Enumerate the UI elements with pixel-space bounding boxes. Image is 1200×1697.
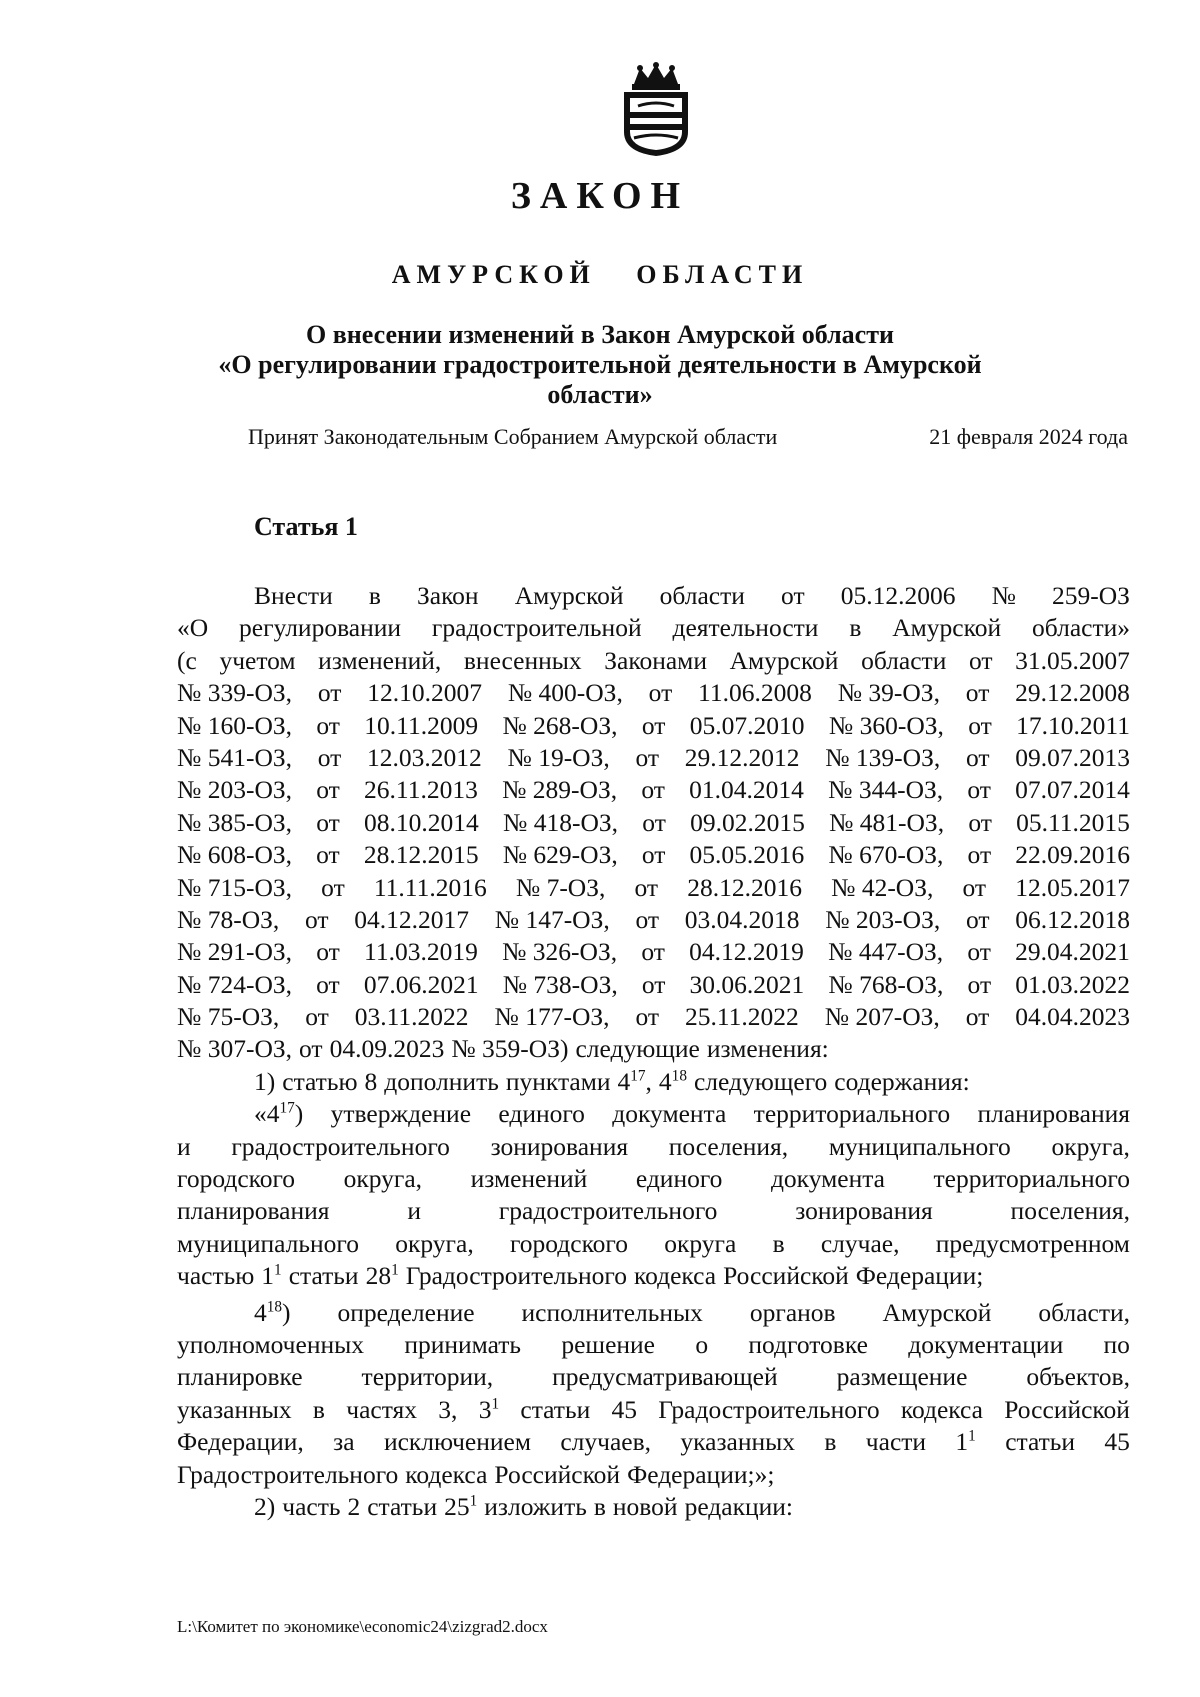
body-word: 04.12.2017 [354, 904, 470, 934]
body-word: 45 [611, 1394, 638, 1424]
body-word: от [781, 581, 805, 610]
body-word: 29.12.2012 [684, 742, 800, 772]
body-word: внесенных [463, 645, 582, 675]
body-word: 17.10.2011 [1016, 710, 1130, 740]
body-word: градостроительного [498, 1196, 718, 1226]
body-word: области, [1038, 1297, 1130, 1327]
body-line [177, 904, 1130, 936]
body-word: 12.03.2012 [367, 742, 482, 772]
body-word: № 307-ОЗ, [177, 1034, 293, 1064]
body-word: от [635, 1002, 660, 1032]
body-word: округа, [343, 1164, 423, 1194]
body-word: в [312, 1394, 325, 1424]
body-word: 25.11.2022 [684, 1002, 799, 1032]
body-word: № 339-ОЗ, [177, 678, 293, 708]
body-word: статьи [288, 1261, 359, 1291]
body-word: 10.11.2009 [364, 710, 479, 740]
body-word: документа [612, 1099, 727, 1129]
body-line [177, 774, 1130, 806]
body-word: Градостроительного [658, 1394, 880, 1424]
body-word: территориального [753, 1099, 951, 1129]
body-word: № 629-ОЗ, [502, 840, 618, 870]
body-word: $25^1$ [444, 1491, 478, 1521]
body-line [177, 1260, 1130, 1292]
body-word: от [968, 807, 992, 837]
body-word: 11.06.2008 [698, 678, 812, 708]
body-word: Федерации, [177, 1427, 304, 1457]
body-word: размещение [836, 1362, 968, 1392]
body-line [177, 710, 1130, 742]
body-word: 09.02.2015 [690, 807, 805, 837]
adopted-date: 21 февраля 2024 года [929, 424, 1128, 449]
body-word: 3, [438, 1394, 458, 1424]
law-title-line: О внесении изменений в Закон Амурской области [306, 320, 894, 349]
body-word: Амурской [514, 581, 624, 610]
body-word: от [965, 904, 990, 934]
body-word: Градостроительного [177, 1459, 399, 1489]
body-word: № 19-ОЗ, [507, 742, 610, 772]
body-word: № 289-ОЗ, [502, 775, 618, 805]
body-word: от [641, 710, 666, 740]
body-word: № 670-ОЗ, [828, 840, 944, 870]
body-line [177, 645, 1130, 677]
law-title [0, 320, 1200, 410]
body-word: от [299, 1034, 323, 1064]
body-word: 259-ОЗ [1052, 581, 1130, 610]
body-word: от [316, 969, 340, 999]
body-line [177, 612, 1130, 644]
body-word: уполномоченных [177, 1329, 364, 1359]
body-word: от [962, 872, 987, 902]
body-word: единого [635, 1164, 723, 1194]
body-word: № 418-ОЗ, [503, 807, 619, 837]
body-line [177, 580, 1130, 612]
body-word: 05.07.2010 [689, 710, 805, 740]
body-word: изложить [484, 1491, 587, 1521]
body-word: № 207-ОЗ, [824, 1002, 940, 1032]
body-word: № 291-ОЗ, [177, 937, 293, 967]
body-word: частью [177, 1261, 255, 1291]
body-line [177, 1426, 1130, 1458]
body-line [177, 742, 1130, 774]
body-word: городского [177, 1164, 296, 1194]
body-word: части [865, 1427, 927, 1457]
body-word: от [648, 678, 673, 708]
body-word: кодекса [634, 1261, 717, 1291]
body-word: от [967, 840, 992, 870]
body-word: Федерации; [855, 1261, 984, 1291]
body-word: 12.05.2017 [1015, 872, 1130, 902]
body-word: № 359-ОЗ) [451, 1034, 569, 1064]
body-line [177, 936, 1130, 968]
body-word: от [635, 904, 660, 934]
body-word: статьи [1005, 1427, 1076, 1457]
body-word: часть [282, 1491, 341, 1521]
body-word: документа [770, 1164, 885, 1194]
body-word: пунктами [505, 1066, 611, 1096]
body-word: 04.09.2023 [329, 1034, 445, 1064]
body-word: Амурской [729, 645, 839, 675]
body-word: № 385-ОЗ, [177, 807, 293, 837]
body-word: $1^1$ [261, 1261, 282, 1291]
body-word: в [368, 581, 381, 610]
adopted-by: Принят Законодательным Собранием Амурской области [248, 424, 778, 449]
body-word: указанных [680, 1427, 796, 1457]
article-body [177, 580, 1130, 1523]
body-line [177, 1228, 1130, 1260]
body-word: от [642, 807, 666, 837]
body-word: № 203-ОЗ, [177, 775, 293, 805]
body-word: планирования [977, 1099, 1130, 1129]
body-word: № 608-ОЗ, [177, 840, 293, 870]
body-word: 11.11.2016 [373, 872, 487, 902]
body-word: градостроительной [431, 613, 642, 643]
body-word: от [965, 742, 990, 772]
body-line [177, 1098, 1130, 1130]
body-word: № 139-ОЗ, [825, 742, 941, 772]
body-word: территории, [361, 1362, 494, 1392]
body-line [177, 1459, 1130, 1491]
body-word: от [967, 937, 991, 967]
body-word: от [317, 742, 342, 772]
body-word: от [641, 969, 666, 999]
body-word: $3^1$ [478, 1394, 500, 1424]
body-word: зонирования [490, 1131, 629, 1161]
body-word: 2 [347, 1491, 361, 1521]
body-word: предусматривающей [552, 1362, 778, 1392]
body-word: $28^1$ [365, 1261, 399, 1291]
body-word: по [1103, 1329, 1130, 1359]
subtitle-word: ОБЛАСТИ [636, 260, 809, 289]
body-line [177, 1394, 1130, 1426]
body-word: № 344-ОЗ, [828, 775, 944, 805]
body-word: от [641, 840, 666, 870]
body-word: 2) [254, 1491, 276, 1521]
body-word: принимать [404, 1329, 522, 1359]
body-word: Российской [1004, 1394, 1130, 1424]
body-line [177, 677, 1130, 709]
body-word: поселения, [1010, 1196, 1130, 1226]
body-word: изменения: [706, 1034, 829, 1064]
body-word: случаев, [560, 1427, 652, 1457]
body-word: Амурской [882, 1297, 992, 1327]
body-word: Законами [604, 645, 707, 675]
body-word: «О [177, 613, 209, 643]
body-word: городского [509, 1228, 628, 1258]
body-line [177, 1066, 1130, 1098]
body-word: № 738-ОЗ, [502, 969, 618, 999]
body-word: № 400-ОЗ, [507, 678, 623, 708]
body-word: от [965, 678, 990, 708]
body-word: исключением [383, 1427, 531, 1457]
body-word: 05.05.2016 [689, 840, 805, 870]
document-subtitle [0, 260, 1200, 290]
body-word: регулировании [239, 613, 402, 643]
body-word: от [316, 710, 340, 740]
body-word: статьи [367, 1491, 438, 1521]
body-word: «$4^{17}$) [254, 1099, 304, 1129]
body-word: области» [1032, 613, 1130, 643]
body-word: органов [749, 1297, 836, 1327]
body-word: № [991, 581, 1016, 610]
body-word: случае, [820, 1228, 900, 1258]
body-line [177, 1491, 1130, 1523]
body-word: 04.12.2019 [689, 937, 804, 967]
body-word: $1^1$ [955, 1427, 976, 1457]
body-word: № 724-ОЗ, [177, 969, 293, 999]
body-word: кодекса [900, 1394, 983, 1424]
body-word: 11.03.2019 [364, 937, 478, 967]
body-word: новой [612, 1491, 678, 1521]
body-word: от [967, 775, 991, 805]
body-word: Российской [723, 1261, 849, 1291]
body-word: № 268-ОЗ, [502, 710, 618, 740]
body-word: 07.07.2014 [1015, 775, 1130, 805]
body-word: 28.12.2016 [687, 872, 802, 902]
body-word: документации [908, 1329, 1064, 1359]
body-line [177, 1131, 1130, 1163]
body-word: от [321, 872, 345, 902]
body-word: кодекса [405, 1459, 488, 1489]
body-word: № 177-ОЗ, [494, 1002, 610, 1032]
body-word: 1) [254, 1066, 276, 1096]
body-word: от [968, 645, 993, 675]
body-word: 03.04.2018 [684, 904, 800, 934]
body-word: $4^{18}$ [658, 1066, 687, 1096]
body-word: и [177, 1131, 191, 1161]
body-word: области [861, 645, 947, 675]
body-word: от [305, 1002, 329, 1032]
body-word: № 360-ОЗ, [828, 710, 944, 740]
body-word: деятельности [672, 613, 819, 643]
body-word: округа [664, 1228, 737, 1258]
body-word: единого [498, 1099, 585, 1129]
body-word: 01.03.2022 [1015, 969, 1130, 999]
body-word: Внести [254, 581, 333, 610]
body-line [177, 1297, 1130, 1329]
body-word: 06.12.2018 [1015, 904, 1130, 934]
body-word: 29.04.2021 [1015, 937, 1130, 967]
body-word: 03.11.2022 [354, 1002, 469, 1032]
body-word: от [316, 937, 340, 967]
body-word: решение [561, 1329, 655, 1359]
body-word: № 75-ОЗ, [177, 1002, 280, 1032]
body-word: от [634, 872, 659, 902]
body-word: области [659, 581, 745, 610]
body-word: в [593, 1491, 606, 1521]
body-line [177, 1195, 1130, 1227]
body-word: Градостроительного [405, 1261, 627, 1291]
body-line [177, 872, 1130, 904]
body-word: планировке [177, 1362, 303, 1392]
body-word: подготовке [748, 1329, 868, 1359]
body-word: в [849, 613, 862, 643]
body-word: № 42-ОЗ, [831, 872, 934, 902]
body-word: 30.06.2021 [689, 969, 805, 999]
body-word: от [968, 710, 992, 740]
body-word: № 39-ОЗ, [837, 678, 940, 708]
body-line [177, 839, 1130, 871]
body-word: 04.04.2023 [1015, 1002, 1130, 1032]
body-word: Российской [494, 1459, 621, 1489]
body-word: указанных [177, 1394, 292, 1424]
body-word: учетом [219, 645, 296, 675]
body-line [177, 1163, 1130, 1195]
body-word: 01.04.2014 [689, 775, 804, 805]
body-word: от [641, 775, 665, 805]
body-word: от [641, 937, 665, 967]
body-word: градостроительного [231, 1131, 450, 1161]
body-word: $4^{18}$) [254, 1297, 291, 1327]
body-word: 22.09.2016 [1015, 840, 1130, 870]
body-word: дополнить [384, 1066, 499, 1096]
body-word: № 541-ОЗ, [177, 742, 293, 772]
body-line [177, 1329, 1130, 1361]
body-word: $4^{17}$, [617, 1066, 652, 1096]
law-title-line: «О регулировании градостроительной деятельности в Амурской [218, 350, 982, 379]
body-word: изменений [470, 1164, 588, 1194]
body-word: 05.11.2015 [1016, 807, 1130, 837]
body-word: 8 [364, 1066, 378, 1096]
body-word: 45 [1104, 1427, 1130, 1457]
body-word: утверждение [330, 1099, 472, 1129]
body-word: от [316, 840, 340, 870]
body-line [177, 1001, 1130, 1033]
body-word: от [967, 969, 992, 999]
body-word: № 147-ОЗ, [494, 904, 610, 934]
subtitle-word: АМУРСКОЙ [391, 260, 596, 289]
body-line [177, 807, 1130, 839]
body-word: содержания: [834, 1066, 970, 1096]
body-word: 08.10.2014 [364, 807, 479, 837]
body-word: муниципального [828, 1131, 1011, 1161]
body-word: от [316, 775, 340, 805]
body-word: о [695, 1329, 709, 1359]
body-word: № 160-ОЗ, [177, 710, 293, 740]
adoption-line [248, 424, 1128, 450]
body-word: статьи [520, 1394, 591, 1424]
body-word: и [407, 1196, 421, 1226]
body-word: от [317, 678, 342, 708]
body-word: Федерации;»; [627, 1459, 775, 1489]
body-word: 09.07.2013 [1015, 742, 1130, 772]
body-word: в [772, 1228, 785, 1258]
body-word: Амурской [892, 613, 1002, 643]
body-word: 28.12.2015 [363, 840, 479, 870]
body-word: Закон [416, 581, 479, 610]
body-word: округа, [1051, 1131, 1130, 1161]
body-line [177, 1033, 1130, 1065]
body-word: в [824, 1427, 837, 1457]
body-word: 05.12.2006 [840, 581, 956, 610]
file-path-footer: L:\Комитет по экономике\economic24\zizgrad2.docx [177, 1617, 548, 1636]
body-word: поселения, [668, 1131, 789, 1161]
body-word: от [965, 1002, 990, 1032]
body-word: частях [346, 1394, 417, 1424]
body-word: планирования [177, 1196, 330, 1226]
body-word: округа, [395, 1228, 474, 1258]
body-word: 07.06.2021 [363, 969, 479, 999]
body-word: 12.10.2007 [367, 678, 482, 708]
body-word: № 78-ОЗ, [177, 904, 280, 934]
body-word: 29.12.2008 [1015, 678, 1130, 708]
body-word: № 203-ОЗ, [825, 904, 941, 934]
body-word: исполнительных [521, 1297, 703, 1327]
body-line [177, 1361, 1130, 1393]
document-title: ЗАКОН [510, 175, 690, 217]
body-word: предусмотренном [935, 1228, 1130, 1258]
body-word: следующего [693, 1066, 828, 1096]
body-word: № 447-ОЗ, [828, 937, 944, 967]
body-word: территориального [933, 1164, 1130, 1194]
body-word: следующие [575, 1034, 700, 1064]
body-word: (с [177, 645, 197, 675]
coat-of-arms-icon [618, 62, 694, 158]
body-word: № 768-ОЗ, [828, 969, 944, 999]
body-word: определение [337, 1297, 475, 1327]
body-word: № 326-ОЗ, [502, 937, 618, 967]
body-word: редакции: [684, 1491, 794, 1521]
body-word: от [635, 742, 660, 772]
body-word: за [333, 1427, 355, 1457]
body-word: № 715-ОЗ, [177, 872, 293, 902]
body-word: 26.11.2013 [364, 775, 478, 805]
body-word: 31.05.2007 [1015, 645, 1130, 675]
article-heading: Статья 1 [254, 512, 358, 541]
body-word: муниципального [177, 1228, 359, 1258]
body-word: от [304, 904, 329, 934]
body-word: от [316, 807, 340, 837]
body-line [177, 969, 1130, 1001]
body-word: зонирования [795, 1196, 933, 1226]
law-title-line: области» [547, 380, 653, 409]
body-word: статью [282, 1066, 358, 1096]
body-word: № 7-ОЗ, [515, 872, 606, 902]
body-word: № 481-ОЗ, [829, 807, 945, 837]
body-word: объектов, [1026, 1362, 1130, 1392]
body-word: изменений, [318, 645, 442, 675]
